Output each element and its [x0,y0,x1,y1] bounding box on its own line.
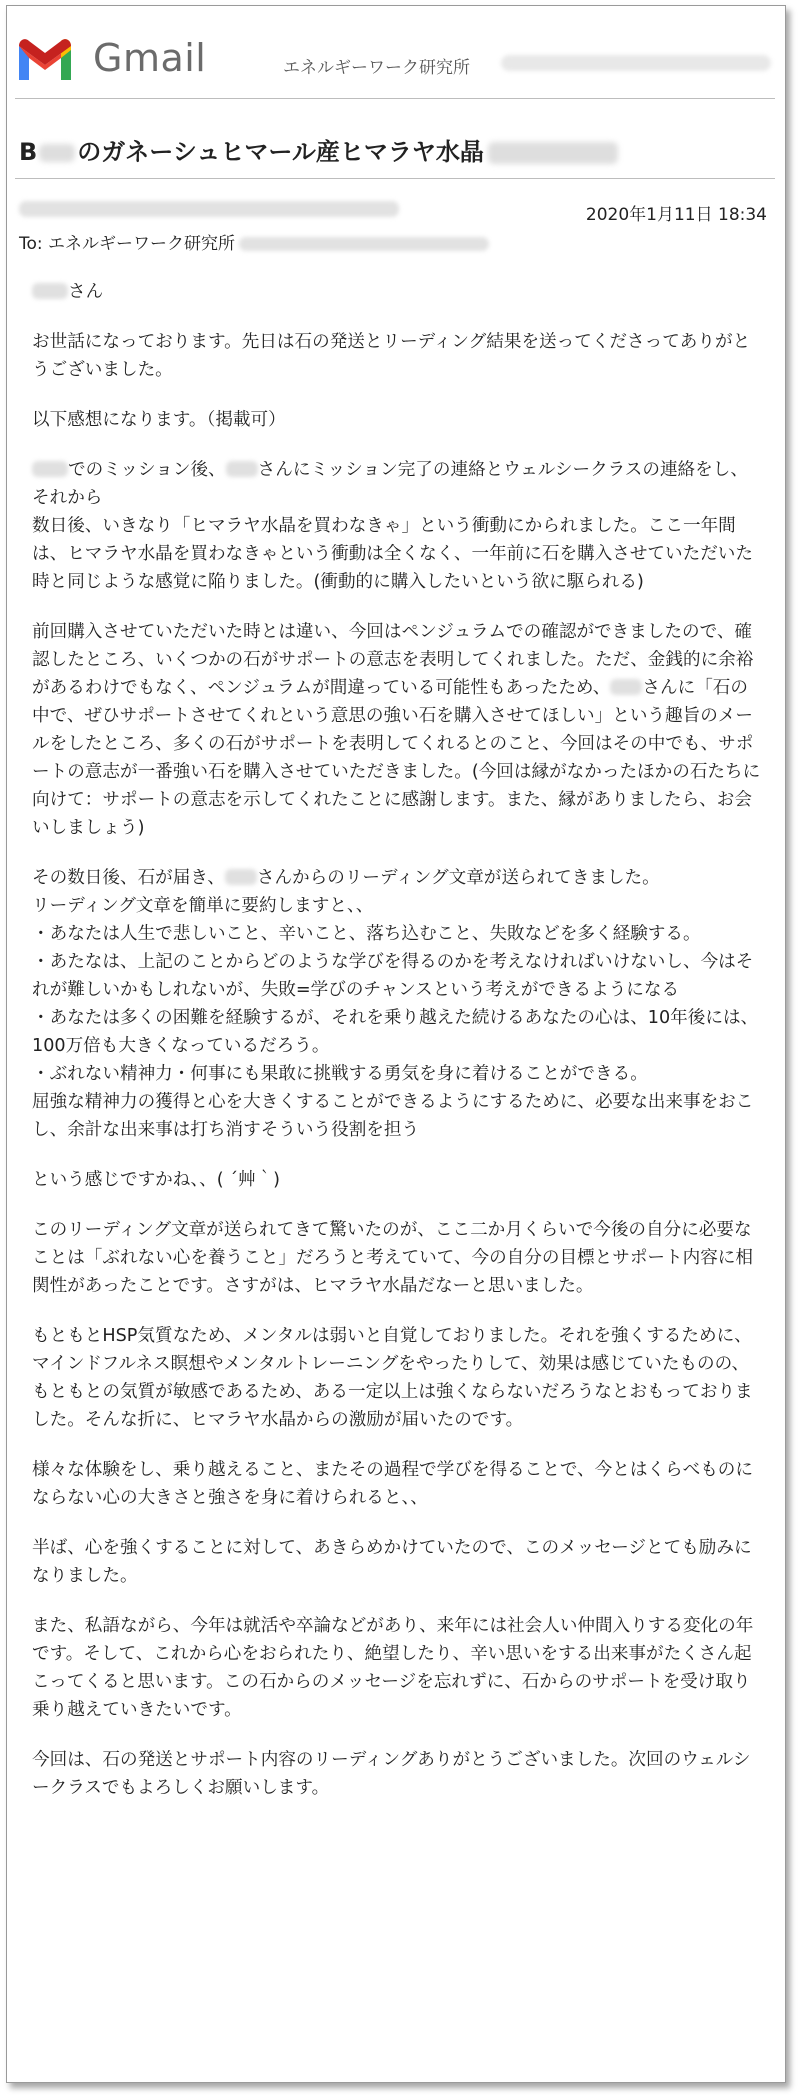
account-organization: エネルギーワーク研究所 [283,58,470,78]
place-redacted [32,461,68,477]
paragraph-7: このリーディング文章が送られてきて驚いたのが、ここ二か月くらいで今後の自分に必要なことは「ぶれない心を養うこと」だろうと考えていて、今の自分の目標とサポート内容に相関性があったことです。さすがは、ヒマラヤ水晶だなーと思いました。 [32,1220,753,1296]
sender-redacted [19,201,399,217]
recipient-email-redacted [239,237,489,251]
paragraph-1: お世話になっております。先日は石の発送とリーディング結果を送ってくださってありがとうございました。 [32,332,751,380]
subject-divider [15,178,775,179]
recipient-line [19,229,489,254]
paragraph-11: また、私語ながら、今年は就活や卒論などがあり、来年には社会人い仲間入りする変化の年です。そして、これから心をおられたり、絶望したり、辛い思いをする出来事がたくさん起こってくると思います。この石からのメッセージを忘れずに、石からのサポートを受け取り乗り越えていきたいです。 [32,1616,754,1720]
subject-prefix: B [19,138,38,166]
paragraph-9: 様々な体験をし、乗り越えること、またその過程で学びを得ることで、今とはくらべものにならない心の大きさと強さを身に着けられると、、 [32,1460,753,1508]
gmail-brand-text: Gmail [93,36,207,80]
paragraph-4: 前回購入させていただいた時とは違い、今回はペンジュラムでの確認ができましたので、確認したところ、いくつかの石がサポートの意志を表明してくれました。ただ、金銭的に余裕があるわけでもなく、ペンジュラムが間違っている可能性もあったため、 さんに「石の中で、ぜひサポートさせてくれという意思の強い石を購入させてほしい」という趣旨のメールをしたところ、多くの石がサポートを表明してくれるとのこと、今回はその中でも、サポートの意志が一番強い石を購入させていただきました。(今回は縁がなかったほかの石たちに向けて：サポートの意志を示してくれたことに感謝します。また、縁がありましたら、お会いしましょう) [32,622,761,838]
gmail-logo-icon [15,36,75,82]
paragraph-2: 以下感想になります。（掲載可） [32,410,286,430]
account-email-redacted [501,55,771,71]
subject-redacted-1 [39,144,75,162]
paragraph-10: 半ば、心を強くすることに対して、あきらめかけていたので、このメッセージとても励みになりました。 [32,1538,752,1586]
gmail-header [7,6,785,98]
name-redacted [226,461,258,477]
paragraph-5: その数日後、石が届き、 さんからのリーディング文章が送られてきました。 リーディング文章を簡単に要約しますと、、 ・あなたは人生で悲しいこと、辛いこと、落ち込むこと、失敗などを多く経験する。 ・あたなは、上記のことからどのような学びを得るのかを考えなければいけないし、今はそれが難しいかもしれないが、失敗=学びのチャンスという考えができるようになる ・あなたは多くの困難を経験するが、それを乗り越えた続けるあなたの心は、10年後には、100万倍も大きくなっているだろう。 ・ぶれない精神力・何事にも果敢に挑戦する勇気を身に着けることができる。 屈強な精神力の獲得と心を大きくすることができるようにするために、必要な出来事をおこし、余計な出来事は打ち消すそういう役割を担う [32,868,759,1140]
email-date: 2020年1月11日 18:34 [585,205,767,225]
paragraph-6: という感じですかね、、( ´艸｀) [32,1170,281,1190]
paragraph-12: 今回は、石の発送とサポート内容のリーディングありがとうございました。次回のウェルシークラスでもよろしくお願いします。 [32,1750,751,1798]
greeting: さん [32,278,762,306]
subject-text: のガネーシュヒマール産ヒマラヤ水晶 [77,138,484,166]
email-body [32,278,762,1824]
paragraph-3: でのミッション後、 さんにミッション完了の連絡とウェルシークラスの連絡をし、それから 数日後、いきなり「ヒマラヤ水晶を買わなきゃ」という衝動にかられました。ここ一年間は、ヒマラヤ水晶を買わなきゃという衝動は全くなく、一年前に石を購入させていただいた時と同じような感覚に陥りました。(衝動的に購入したいという欲に駆られる) [32,460,753,592]
header-divider [15,98,775,99]
subject-redacted-2 [488,142,618,164]
name-redacted [32,283,68,299]
name-redacted [225,869,257,885]
email-subject [19,132,618,167]
paragraph-8: もともとHSP気質なため、メンタルは弱いと自覚しておりました。それを強くするために、マインドフルネス瞑想やメンタルトレーニングをやったりして、効果は感じていたものの、もともとの気質が敏感であるため、ある一定以上は強くならないだろうなとおもっておりました。そんな折に、ヒマラヤ水晶からの激励が届いたのです。 [32,1326,753,1430]
email-print-frame [6,5,786,2083]
name-redacted [610,679,642,695]
recipient-label: To: エネルギーワーク研究所 [19,234,236,254]
